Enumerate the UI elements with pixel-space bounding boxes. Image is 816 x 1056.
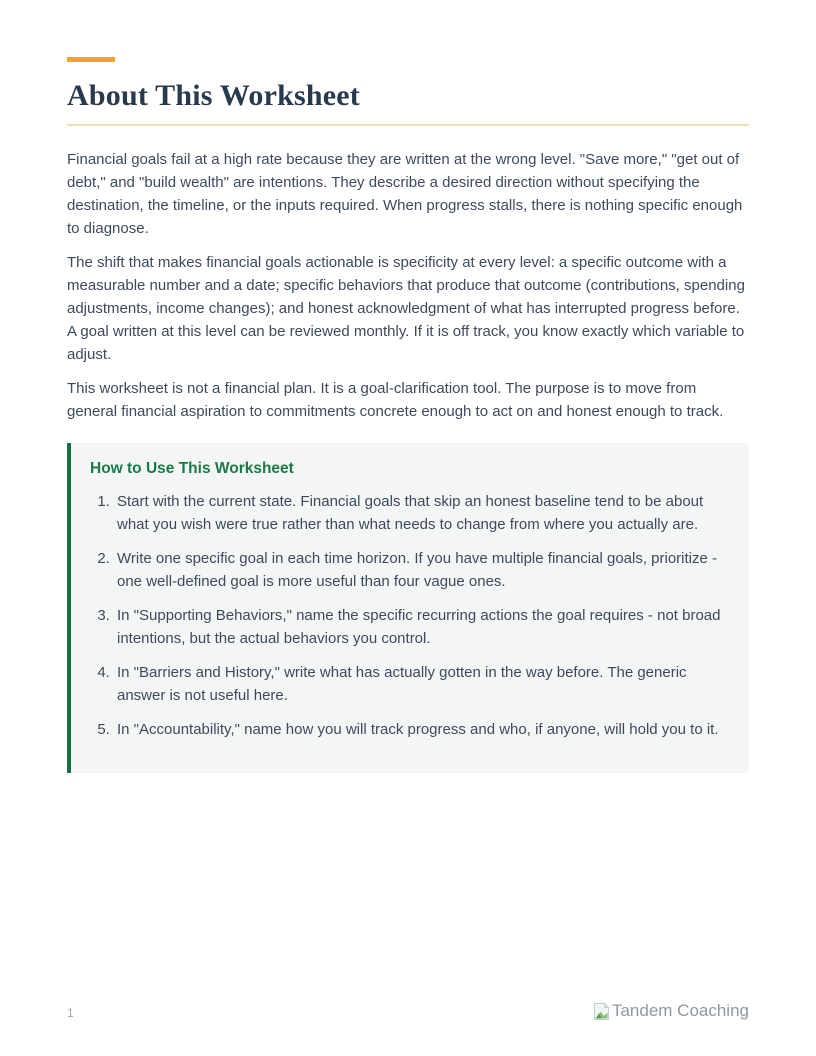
- callout-heading: How to Use This Worksheet: [90, 460, 294, 477]
- title-divider: [67, 124, 749, 126]
- accent-bar: [67, 57, 115, 62]
- intro-paragraph-3: This worksheet is not a financial plan. It is a goal-clarification tool. The purpose is to move from general financial aspiration to commitments concrete enough to act on and honest enough to track.: [67, 380, 724, 420]
- page-footer: [67, 1001, 749, 1021]
- instruction-item-4: 4. In "Barriers and History," write what has actually gotten in the way before. The generic answer is not useful here.: [114, 661, 727, 707]
- instruction-item-3: 3. In "Supporting Behaviors," name the specific recurring actions the goal requires - not broad intentions, but the actual behaviors you control.: [114, 604, 727, 650]
- logo-broken-image: [593, 1001, 749, 1021]
- instruction-item-1: 1. Start with the current state. Financial goals that skip an honest baseline tend to be about what you wish were true rather than what needs to change from where you actually are.: [114, 490, 727, 536]
- intro-paragraph-2: The shift that makes financial goals actionable is specificity at every level: a specific outcome with a measurable number and a date; specific behaviors that produce that outcome (contributions, spending adjustments, income changes); and honest acknowledgment of what has interrupted progress before. A goal written at this level can be reviewed monthly. If it is off track, you know exactly which variable to adjust.: [67, 254, 745, 363]
- page-number: 1: [67, 1006, 74, 1020]
- instruction-item-5: 5. In "Accountability," name how you will track progress and who, if anyone, will hold you to it.: [114, 718, 727, 741]
- page-content: [67, 57, 749, 773]
- instruction-list: [90, 490, 727, 741]
- how-to-callout: [67, 443, 749, 773]
- broken-image-icon: [593, 1002, 610, 1021]
- logo-alt-text: Tandem Coaching: [611, 1001, 749, 1020]
- instruction-item-2: 2. Write one specific goal in each time horizon. If you have multiple financial goals, prioritize - one well-defined goal is more useful than four vague ones.: [114, 547, 727, 593]
- page-title: About This Worksheet: [67, 79, 360, 112]
- intro-paragraph-1: Financial goals fail at a high rate because they are written at the wrong level. "Save more," "get out of debt," and "build wealth" are intentions. They describe a desired direction without specifying the destination, the timeline, or the inputs required. When progress stalls, there is nothing specific enough to diagnose.: [67, 151, 743, 237]
